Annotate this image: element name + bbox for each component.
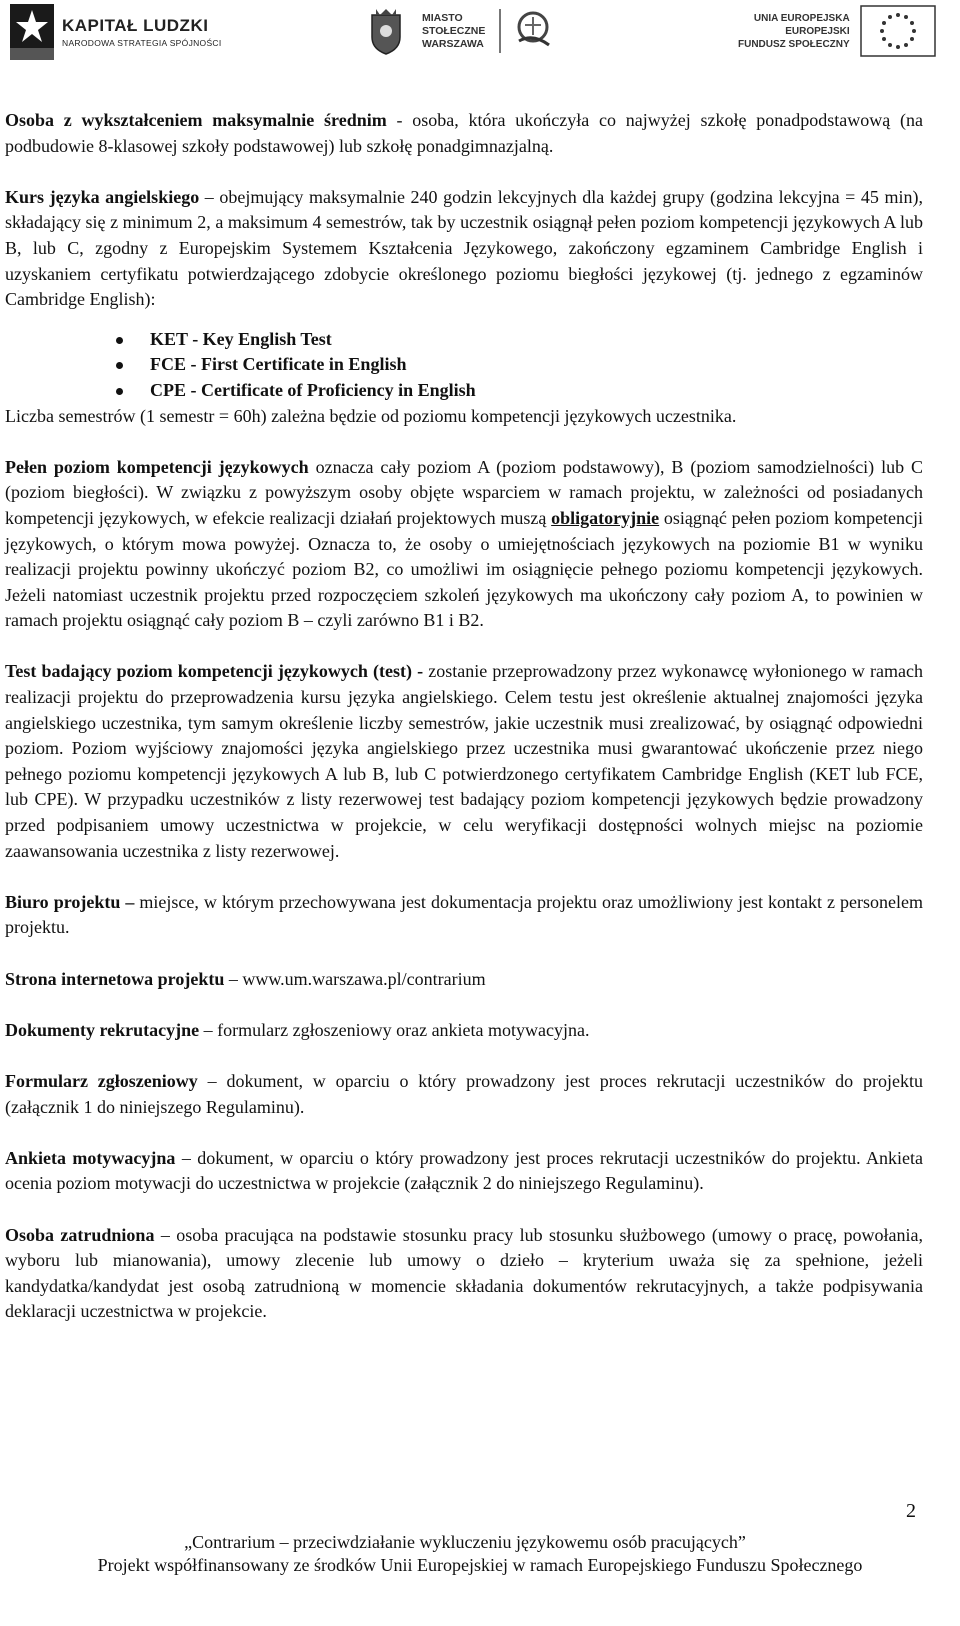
definition-paragraph: [5, 659, 923, 864]
definition-text: zostanie przeprowadzony przez wykonawcę wyłonionego w ramach realizacji projektu do przeprowadzenia kursu języka angielskiego. Celem testu jest określenie aktualnej znajomości języka angielskiego uczestnika, tym samym określenie liczby semestrów, jakie uczestnik musi zrealizować, by osiągnąć odpowiedni poziom. Poziom wyjściowy znajomości języka angielskiego przez uczestnika musi gwarantować ukończenie przez niego pełnego poziomu kompetencji językowych A lub B, lub C potwierdzonego certyfikatem Cambridge English (KET lub FCE, lub CPE). W przypadku uczestników z listy rezerwowej test badający poziom kompetencji językowych będzie prowadzony przed podpisaniem umowy uczestnictwa w projekcie, w celu weryfikacji dostępności wolnych miejsc na poziomie zaawansowania uczestnika z listy rezerwowej.: [5, 661, 923, 861]
definition-paragraph: [5, 185, 923, 313]
semester-note: Liczba semestrów (1 semestr = 60h) zależna będzie od poziomu kompetencji językowych uczestnika.: [5, 405, 737, 426]
definition-term: Osoba zatrudniona: [5, 1224, 155, 1245]
definition-paragraph: [5, 890, 923, 941]
kapital-ludzki-subtitle: NARODOWA STRATEGIA SPÓJNOŚCI: [62, 38, 222, 48]
page-number: 2: [906, 1500, 916, 1522]
definition-text: - osoba, która ukończyła co najwyżej szkołę ponadpodstawową (na podbudowie 8-klasowej szkoły podstawowej) lub szkołę ponadgimnazjalną.: [5, 110, 923, 156]
regulation-content: [5, 108, 923, 1325]
warszawa-line-1: MIASTO: [422, 11, 463, 24]
project-title-footer: „Contrarium – przeciwdziałanie wykluczeniu językowemu osób pracujących”: [184, 1532, 746, 1552]
eu-text: [738, 12, 850, 51]
eu-efs-logo: [738, 4, 936, 58]
definition-paragraph: [5, 108, 923, 159]
definition-text: – formularz zgłoszeniowy oraz ankieta motywacyjna.: [199, 1019, 590, 1040]
list-item-text: FCE - First Certificate in English: [150, 354, 407, 375]
warszawa-line-3: WARSZAWA: [422, 37, 484, 50]
kapital-ludzki-logo: [10, 2, 222, 62]
definition-paragraph: [5, 1223, 923, 1325]
definition-text: – obejmujący maksymalnie 240 godzin lekcyjnych dla każdej grupy (godzina lekcyjna = 45 min), składający się z minimum 2, a maksimum 4 semestrów, tak by uczestnik osiągnął pełen poziom kompetencji językowych A lub B, lub C, zgodny z Europejskim Systemem Kształcenia Językowego, zakończony egzaminem Cambridge English i uzyskaniem certyfikatu potwierdzającego zdobycie określonego poziomu biegłości językowej (tj. jednego z egzaminów Cambridge English):: [5, 186, 924, 310]
definition-paragraph: [5, 1146, 923, 1197]
list-item: [5, 352, 923, 378]
definition-text: – dokument, w oparciu o który prowadzony jest proces rekrutacji uczestników do projektu. Ankieta ocenia poziom motywacji do uczestnictwa w projekcie (załącznik 2 do niniejszego Regulaminu).: [5, 1147, 923, 1194]
list-item-text: KET - Key English Test: [150, 328, 332, 349]
list-item: [5, 327, 923, 353]
project-website-text: – www.um.warszawa.pl/contrarium: [224, 968, 486, 989]
warsaw-crest-icon: [370, 7, 402, 55]
definition-paragraph: [5, 1018, 923, 1044]
cambridge-exams-list: [5, 327, 923, 404]
definition-term: Pełen poziom kompetencji językowych: [5, 456, 309, 477]
definition-text: – osoba pracująca na podstawie stosunku pracy lub stosunku służbowego (umowy o pracę, powołania, wyboru lub mianowania), umowy zlecenie lub umowy o dzieło – kryterium uważa się za spełnione, jeżeli kandydatka/kandydat jest osobą zatrudnioną w momencie składania dokumentów rekrutacyjnych, a także podpisywania deklaracji uczestnictwa w projekcie.: [5, 1224, 923, 1322]
bullet-icon: [116, 337, 123, 344]
definition-term: Kurs języka angielskiego: [5, 186, 200, 207]
eu-line-2: EUROPEJSKI: [785, 25, 850, 37]
definition-paragraph: [5, 1069, 923, 1120]
definition-term: Dokumenty rekrutacyjne: [5, 1019, 200, 1040]
eu-line-3: FUNDUSZ SPOŁECZNY: [738, 38, 850, 50]
header-logos: [0, 0, 960, 64]
definition-text: – dokument, w oparciu o który prowadzony jest proces rekrutacji uczestników do projektu (załącznik 1 do niniejszego Regulaminu).: [5, 1070, 924, 1117]
kapital-ludzki-title: KAPITAŁ LUDZKI: [62, 16, 209, 35]
definition-text: miejsce, w którym przechowywana jest dokumentacja projektu oraz umożliwiony jest kontakt z personelem projektu.: [5, 891, 923, 938]
emphasis-obligatory: obligatoryjnie: [551, 507, 660, 528]
project-emblem-icon: [509, 7, 557, 55]
list-item: [5, 378, 923, 404]
definition-term: Osoba z wykształceniem maksymalnie średnim: [5, 110, 387, 130]
list-item-text: CPE - Certificate of Proficiency in English: [150, 379, 476, 400]
definition-paragraph: [5, 967, 923, 993]
definition-paragraph: [5, 455, 923, 634]
eu-line-1: UNIA EUROPEJSKA: [753, 12, 850, 24]
bullet-icon: [116, 388, 123, 395]
definition-term: Strona internetowa projektu: [5, 968, 225, 989]
kapital-ludzki-emblem-icon: [10, 4, 54, 60]
definition-term: Test badający poziom kompetencji językowych (test) -: [5, 661, 424, 682]
eu-flag-icon: [860, 5, 936, 57]
bullet-icon: [116, 362, 123, 369]
definition-term: Biuro projektu –: [5, 891, 135, 912]
warszawa-logo: [370, 4, 557, 58]
logo-divider: [499, 9, 501, 53]
definition-text: oznacza cały poziom A (poziom podstawowy), B (poziom samodzielności) lub C (poziom biegłości). W związku z powyższym osoby objęte wsparciem w ramach projektu, w zależności od posiadanych kompetencji językowych, w efekcie realizacji działań projektowych muszą: [5, 456, 923, 528]
definition-term: Ankieta motywacyjna: [5, 1147, 176, 1168]
warszawa-line-2: STOŁECZNE: [422, 24, 486, 37]
cofinancing-footer: Projekt współfinansowany ze środków Unii Europejskiej w ramach Europejskiego Funduszu Społecznego: [97, 1555, 863, 1575]
definition-term: Formularz zgłoszeniowy: [5, 1070, 198, 1091]
warszawa-text: [422, 12, 485, 51]
definition-text: osiągnąć pełen poziom kompetencji językowych, o którym mowa powyżej. Oznacza to, że osoby o umiejętnościach językowych na poziomie B1 w wyniku realizacji projektu powinny ukończyć poziom B2, co umożliwi im osiągnięcie pełnego poziomu kompetencji językowych. Jeżeli natomiast uczestnik projektu przed rozpoczęciem szkoleń językowych ma ukończony cały poziom A, to powinien w ramach projektu osiągnąć cały poziom B – czyli zarówno B1 i B2.: [5, 507, 923, 631]
